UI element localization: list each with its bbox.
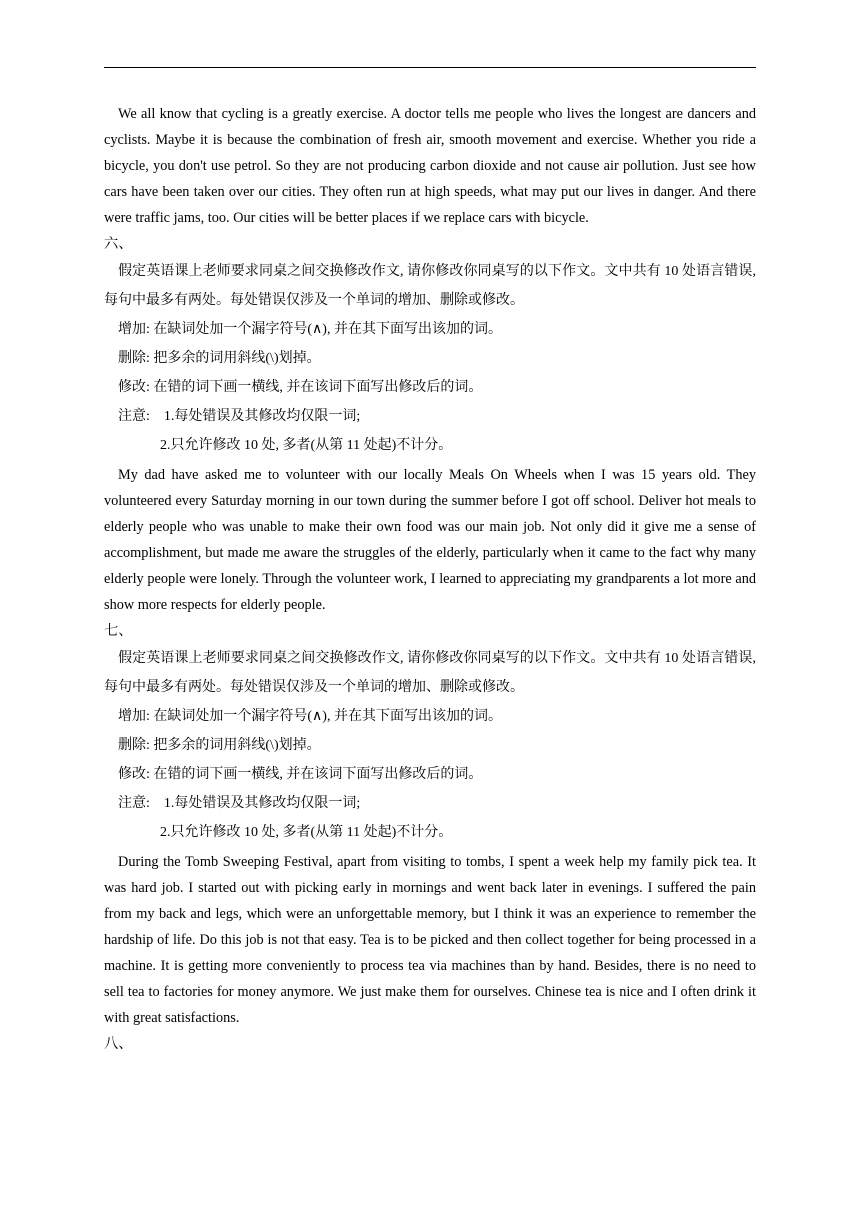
section-6-delete-rule: 删除: 把多余的词用斜线(\)划掉。 xyxy=(118,351,321,366)
passage-5: We all know that cycling is a greatly exercise. A doctor tells me people who lives the longest are dancers and cyclists. Maybe it is because the combination of fresh air, smooth movement and exercise. Whether you ride a bicycle, you don't use petrol. So they are not producing carbon dioxide and not cause air pollution. Just see how cars have been taken over our cities. They often run at high speeds, what may put our lives in danger. And there were traffic jams, too. Our cities will be better places if we replace cars with bicycle. xyxy=(104,106,756,226)
section-7-passage: During the Tomb Sweeping Festival, apart from visiting to tombs, I spent a week help my family pick tea. It was hard job. I started out with picking early in mornings and went back later in evenings. I suffered the pain from my back and legs, which were an unforgettable memory, but I think it was an experience to remember the hardship of life. Do this job is not that easy. Tea is to be picked and then collect together for being processed in a machine. It is getting more conveniently to process tea via machines than by hand. Besides, there is no need to sell tea to factories for money anymore. We just make them for ourselves. Chinese tea is nice and I often drink it with great satisfactions. xyxy=(104,854,756,1026)
section-8 xyxy=(104,1031,756,1057)
section-6-intro: 假定英语课上老师要求同桌之间交换修改作文, 请你修改你同桌写的以下作文。文中共有 10 处语言错误, 每句中最多有两处。每处错误仅涉及一个单词的增加、删除或修改。 xyxy=(104,264,756,308)
section-7-delete-rule: 删除: 把多余的词用斜线(\)划掉。 xyxy=(118,738,321,753)
section-7-intro: 假定英语课上老师要求同桌之间交换修改作文, 请你修改你同桌写的以下作文。文中共有 10 处语言错误, 每句中最多有两处。每处错误仅涉及一个单词的增加、删除或修改。 xyxy=(104,651,756,695)
section-6-passage: My dad have asked me to volunteer with our locally Meals On Wheels when I was 15 years old. They volunteered every Saturday morning in our town during the summer before I got off school. Deliver hot meals to elderly people who was unable to make their own food was our main job. Not only did it give me a sense of accomplishment, but made me aware the struggles of the elderly, particularly when it came to the fact why many elderly people were lonely. Through the volunteer work, I learned to appreciating my grandparents a lot more and show more respects for elderly people. xyxy=(104,467,756,613)
section-7 xyxy=(104,618,756,1031)
section-6-note-2: 2.只允许修改 10 处, 多者(从第 11 处起)不计分。 xyxy=(160,438,453,453)
section-6-heading: 六、 xyxy=(104,236,133,252)
section-6-add-rule: 增加: 在缺词处加一个漏字符号(∧), 并在其下面写出该加的词。 xyxy=(118,322,502,337)
section-6-modify-rule: 修改: 在错的词下画一横线, 并在该词下面写出修改后的词。 xyxy=(118,380,483,395)
section-7-note-1: 注意: 1.每处错误及其修改均仅限一词; xyxy=(118,796,361,811)
section-7-add-rule: 增加: 在缺词处加一个漏字符号(∧), 并在其下面写出该加的词。 xyxy=(118,709,502,724)
document-body xyxy=(104,101,756,1057)
section-6 xyxy=(104,231,756,618)
section-7-heading: 七、 xyxy=(104,623,133,639)
section-7-note-2: 2.只允许修改 10 处, 多者(从第 11 处起)不计分。 xyxy=(160,825,453,840)
section-7-modify-rule: 修改: 在错的词下画一横线, 并在该词下面写出修改后的词。 xyxy=(118,767,483,782)
section-8-heading: 八、 xyxy=(104,1036,133,1052)
section-6-note-1: 注意: 1.每处错误及其修改均仅限一词; xyxy=(118,409,361,424)
header-rule xyxy=(104,67,756,68)
